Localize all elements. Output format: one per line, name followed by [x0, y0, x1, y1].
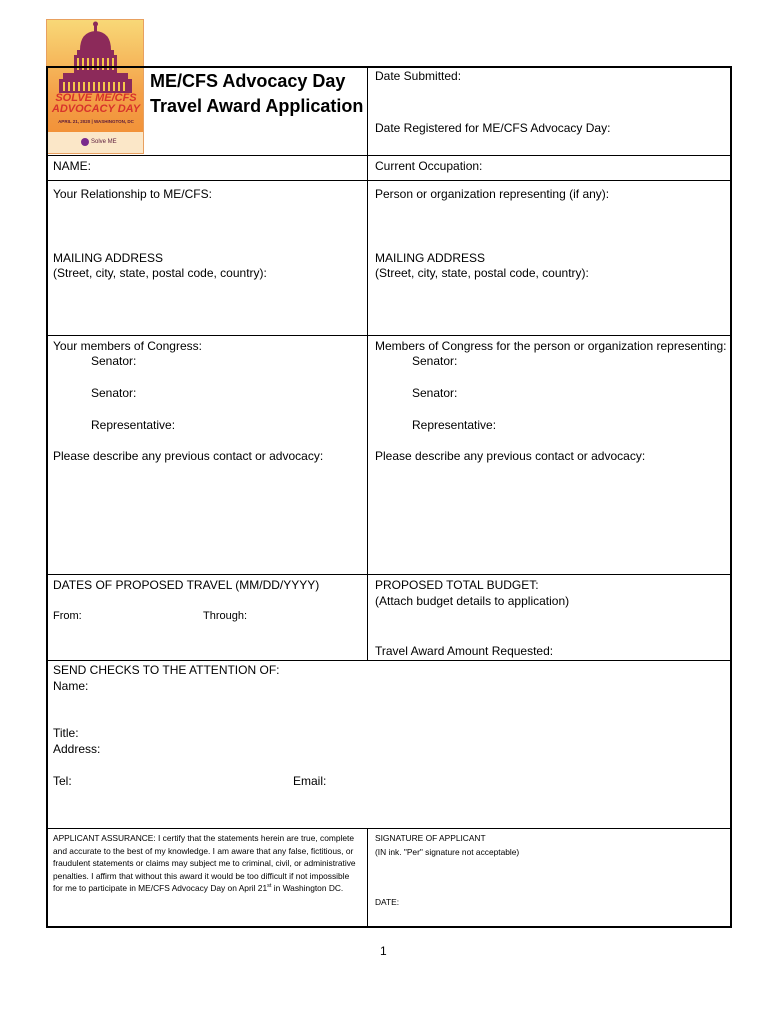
person-org-label: Person or organization representing (if any): — [375, 187, 610, 201]
senator-1-left: Senator: — [91, 354, 137, 368]
signature-sub: (IN ink. "Per" signature not acceptable) — [375, 847, 520, 857]
contact-label-right: Please describe any previous contact or advocacy: — [375, 449, 646, 463]
senator-2-left: Senator: — [91, 386, 137, 400]
checks-email-label: Email: — [293, 774, 327, 788]
rule-contact-bottom — [46, 574, 732, 575]
date-registered-label: Date Registered for ME/CFS Advocacy Day: — [375, 121, 611, 135]
congress-title-right: Members of Congress for the person or organization representing: — [375, 339, 727, 353]
mailing-address-title-right: MAILING ADDRESS — [375, 251, 486, 265]
budget-title: PROPOSED TOTAL BUDGET: — [375, 578, 539, 592]
signature-date-label: DATE: — [375, 897, 400, 907]
logo-date-line: APRIL 21, 2020 | WASHINGTON, DC — [58, 119, 134, 124]
checks-title-label: Title: — [53, 726, 79, 740]
rule-checks-bottom — [46, 828, 732, 829]
senator-1-right: Senator: — [412, 354, 458, 368]
representative-right: Representative: — [412, 418, 497, 432]
from-label: From: — [53, 610, 82, 622]
occupation-label: Current Occupation: — [375, 159, 483, 173]
logo-line-1: SOLVE ME/CFS — [55, 92, 137, 104]
rule-address-bottom — [46, 335, 732, 336]
signature-title: SIGNATURE OF APPLICANT — [375, 833, 486, 843]
page-number: 1 — [380, 944, 387, 958]
form-title-line-1: ME/CFS Advocacy Day — [150, 71, 346, 91]
congress-title-left: Your members of Congress: — [53, 339, 202, 353]
assurance-text-end: in Washington DC. — [271, 883, 344, 894]
name-label: NAME: — [53, 159, 92, 173]
applicant-assurance-text — [53, 832, 359, 895]
checks-tel-label: Tel: — [53, 774, 72, 788]
senator-2-right: Senator: — [412, 386, 458, 400]
logo-brand: Solve ME — [91, 139, 117, 145]
mailing-address-sub-right: (Street, city, state, postal code, country): — [375, 266, 589, 280]
relationship-label: Your Relationship to ME/CFS: — [53, 187, 212, 201]
column-divider-lower — [367, 828, 368, 928]
contact-label-left: Please describe any previous contact or advocacy: — [53, 449, 324, 463]
checks-name-label: Name: — [53, 679, 89, 693]
rule-header-bottom — [46, 155, 732, 156]
send-checks-title: SEND CHECKS TO THE ATTENTION OF: — [53, 663, 280, 677]
travel-dates-title: DATES OF PROPOSED TRAVEL (MM/DD/YYYY) — [53, 578, 320, 592]
assurance-superscript: st — [267, 883, 272, 890]
assurance-text-main: APPLICANT ASSURANCE: I certify that the statements herein are true, complete and accurate to the best of my knowledge. I am aware that any false, fictitious, or fraudulent statements or claims may subject me to criminal, civil, or administrative penalties. I affirm that without this award it would be too difficult if not impossible for me to participate in ME/CFS Advocacy Day on April 21 — [53, 833, 356, 894]
column-divider-upper — [367, 66, 368, 660]
rule-name-row — [46, 180, 732, 181]
date-submitted-label: Date Submitted: — [375, 69, 462, 83]
representative-left: Representative: — [91, 418, 176, 432]
form-title-line-2: Travel Award Application — [150, 96, 364, 116]
budget-sub: (Attach budget details to application) — [375, 594, 570, 608]
checks-address-label: Address: — [53, 742, 101, 756]
amount-requested-label: Travel Award Amount Requested: — [375, 644, 554, 658]
mailing-address-title-left: MAILING ADDRESS — [53, 251, 164, 265]
logo-line-2: ADVOCACY DAY — [51, 103, 141, 115]
rule-travel-bottom — [46, 660, 732, 661]
through-label: Through: — [203, 610, 248, 622]
mailing-address-sub-left: (Street, city, state, postal code, country): — [53, 266, 267, 280]
